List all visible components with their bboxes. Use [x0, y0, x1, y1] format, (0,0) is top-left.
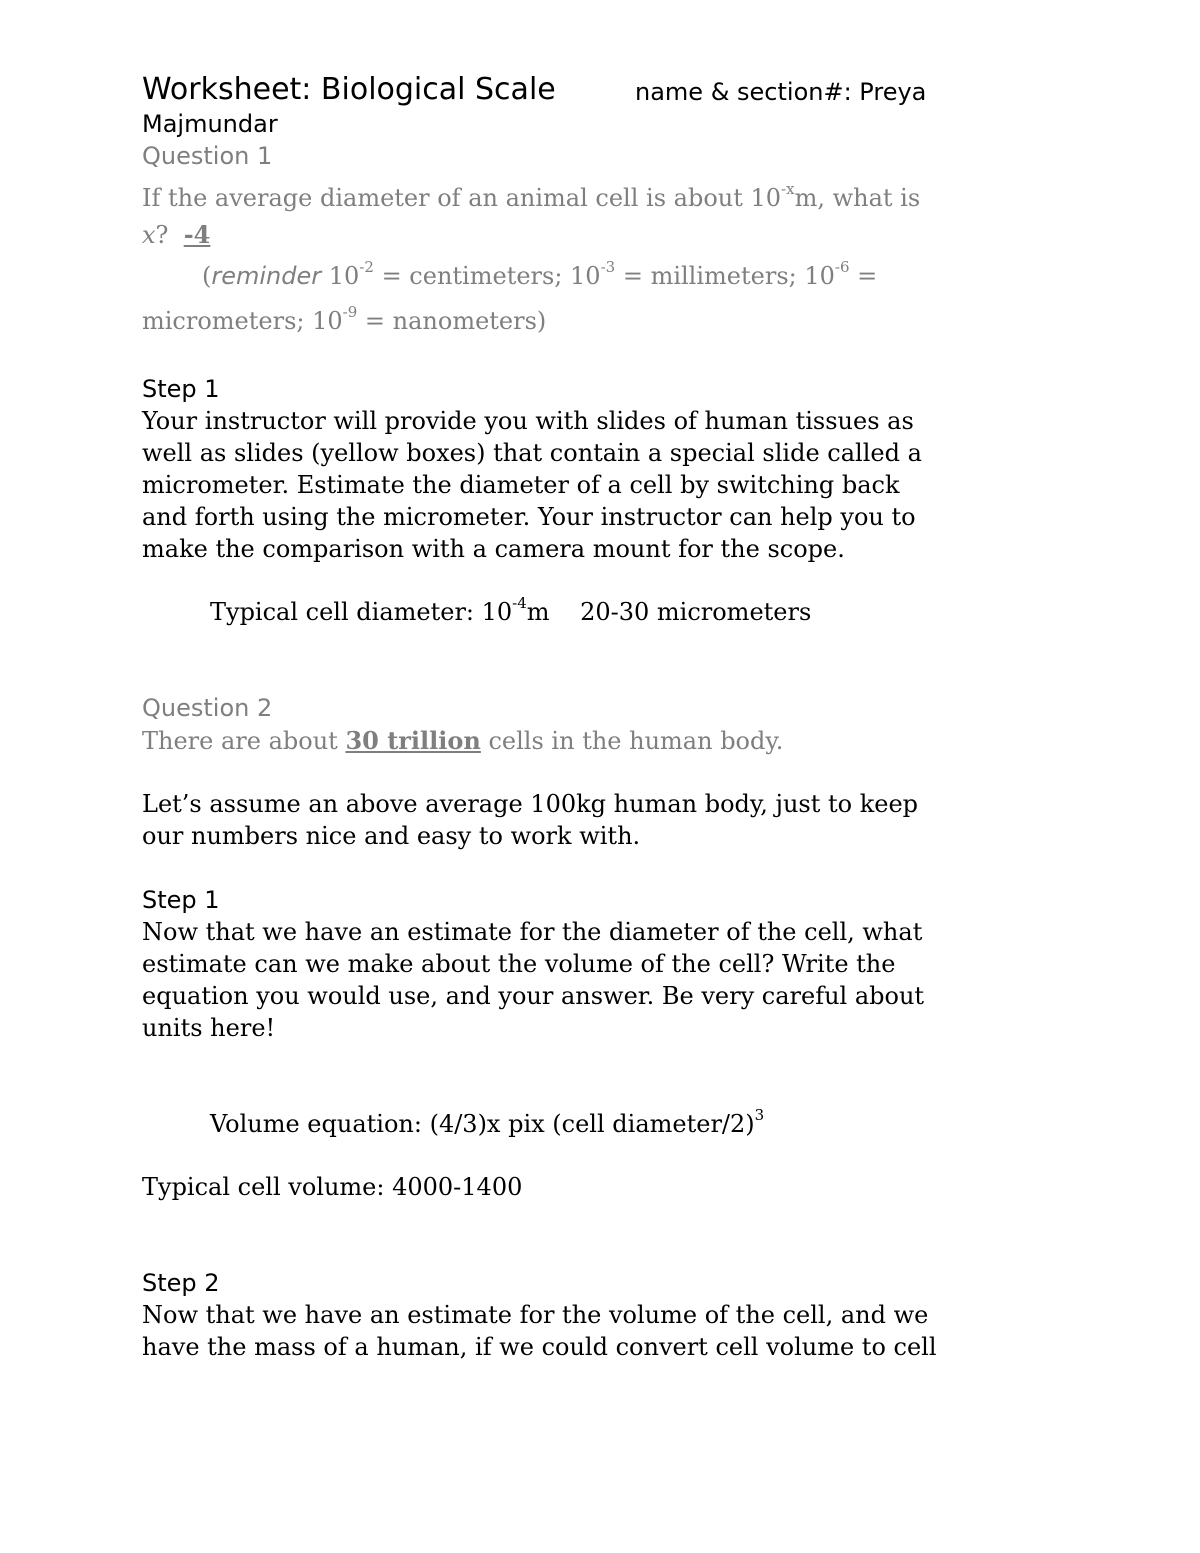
- step-1-line: make the comparison with a camera mount for the scope.: [142, 535, 845, 563]
- typical-cell-volume: Typical cell volume: 4000-1400: [142, 1173, 523, 1201]
- q2-step-1-line: equation you would use, and your answer. Be very careful about: [142, 982, 925, 1010]
- assumption-line: our numbers nice and easy to work with.: [142, 822, 641, 850]
- question-1-line-1: If the average diameter of an animal cell is about $10^{-x}m$, what is: [142, 180, 921, 212]
- volume-equation: Volume equation: (4/3)x pix (cell diameter/2)$^3$: [210, 1106, 765, 1138]
- q2-step-1-line: estimate can we make about the volume of the cell? Write the: [142, 950, 896, 978]
- q2-step-2-heading: Step 2: [142, 1269, 220, 1297]
- q2-step-2-line: have the mass of a human, if we could convert cell volume to cell: [142, 1333, 937, 1361]
- question-1-line-2: x? -4: [142, 220, 211, 249]
- q2-step-1-line: Now that we have an estimate for the diameter of the cell, what: [142, 918, 923, 946]
- q2-step-1-heading: Step 1: [142, 886, 220, 914]
- step-1-line: Your instructor will provide you with slides of human tissues as: [142, 407, 914, 435]
- name-section-label: name & section#: Preya: [635, 78, 927, 106]
- reminder-line-2: micrometers; $10^{-9}$ = nanometers): [142, 303, 547, 335]
- step-1-heading: Step 1: [142, 375, 220, 403]
- question-1-heading: Question 1: [142, 142, 273, 170]
- worksheet-title: Worksheet: Biological Scale: [142, 72, 556, 107]
- assumption-line: Let’s assume an above average 100kg human body, just to keep: [142, 790, 919, 818]
- q2-step-1-line: units here!: [142, 1014, 276, 1042]
- question-1-answer: -4: [183, 220, 211, 249]
- step-1-line: and forth using the micrometer. Your instructor can help you to: [142, 503, 916, 531]
- question-2-heading: Question 2: [142, 694, 273, 722]
- step-1-line: micrometer. Estimate the diameter of a cell by switching back: [142, 471, 900, 499]
- question-2-statement: There are about 30 trillion cells in the human body.: [142, 726, 784, 755]
- typical-cell-diameter: Typical cell diameter: $10^{-4}m$ 20-30 micrometers: [210, 594, 812, 626]
- reminder-line-1: (reminder $10^{-2}$ = centimeters; $10^{-3}$ = millimeters; $10^{-6}$ =: [202, 258, 878, 290]
- step-1-line: well as slides (yellow boxes) that contain a special slide called a: [142, 439, 922, 467]
- question-2-answer: 30 trillion: [345, 726, 481, 755]
- name-continuation: Majmundar: [142, 110, 278, 138]
- q2-step-2-line: Now that we have an estimate for the volume of the cell, and we: [142, 1301, 929, 1329]
